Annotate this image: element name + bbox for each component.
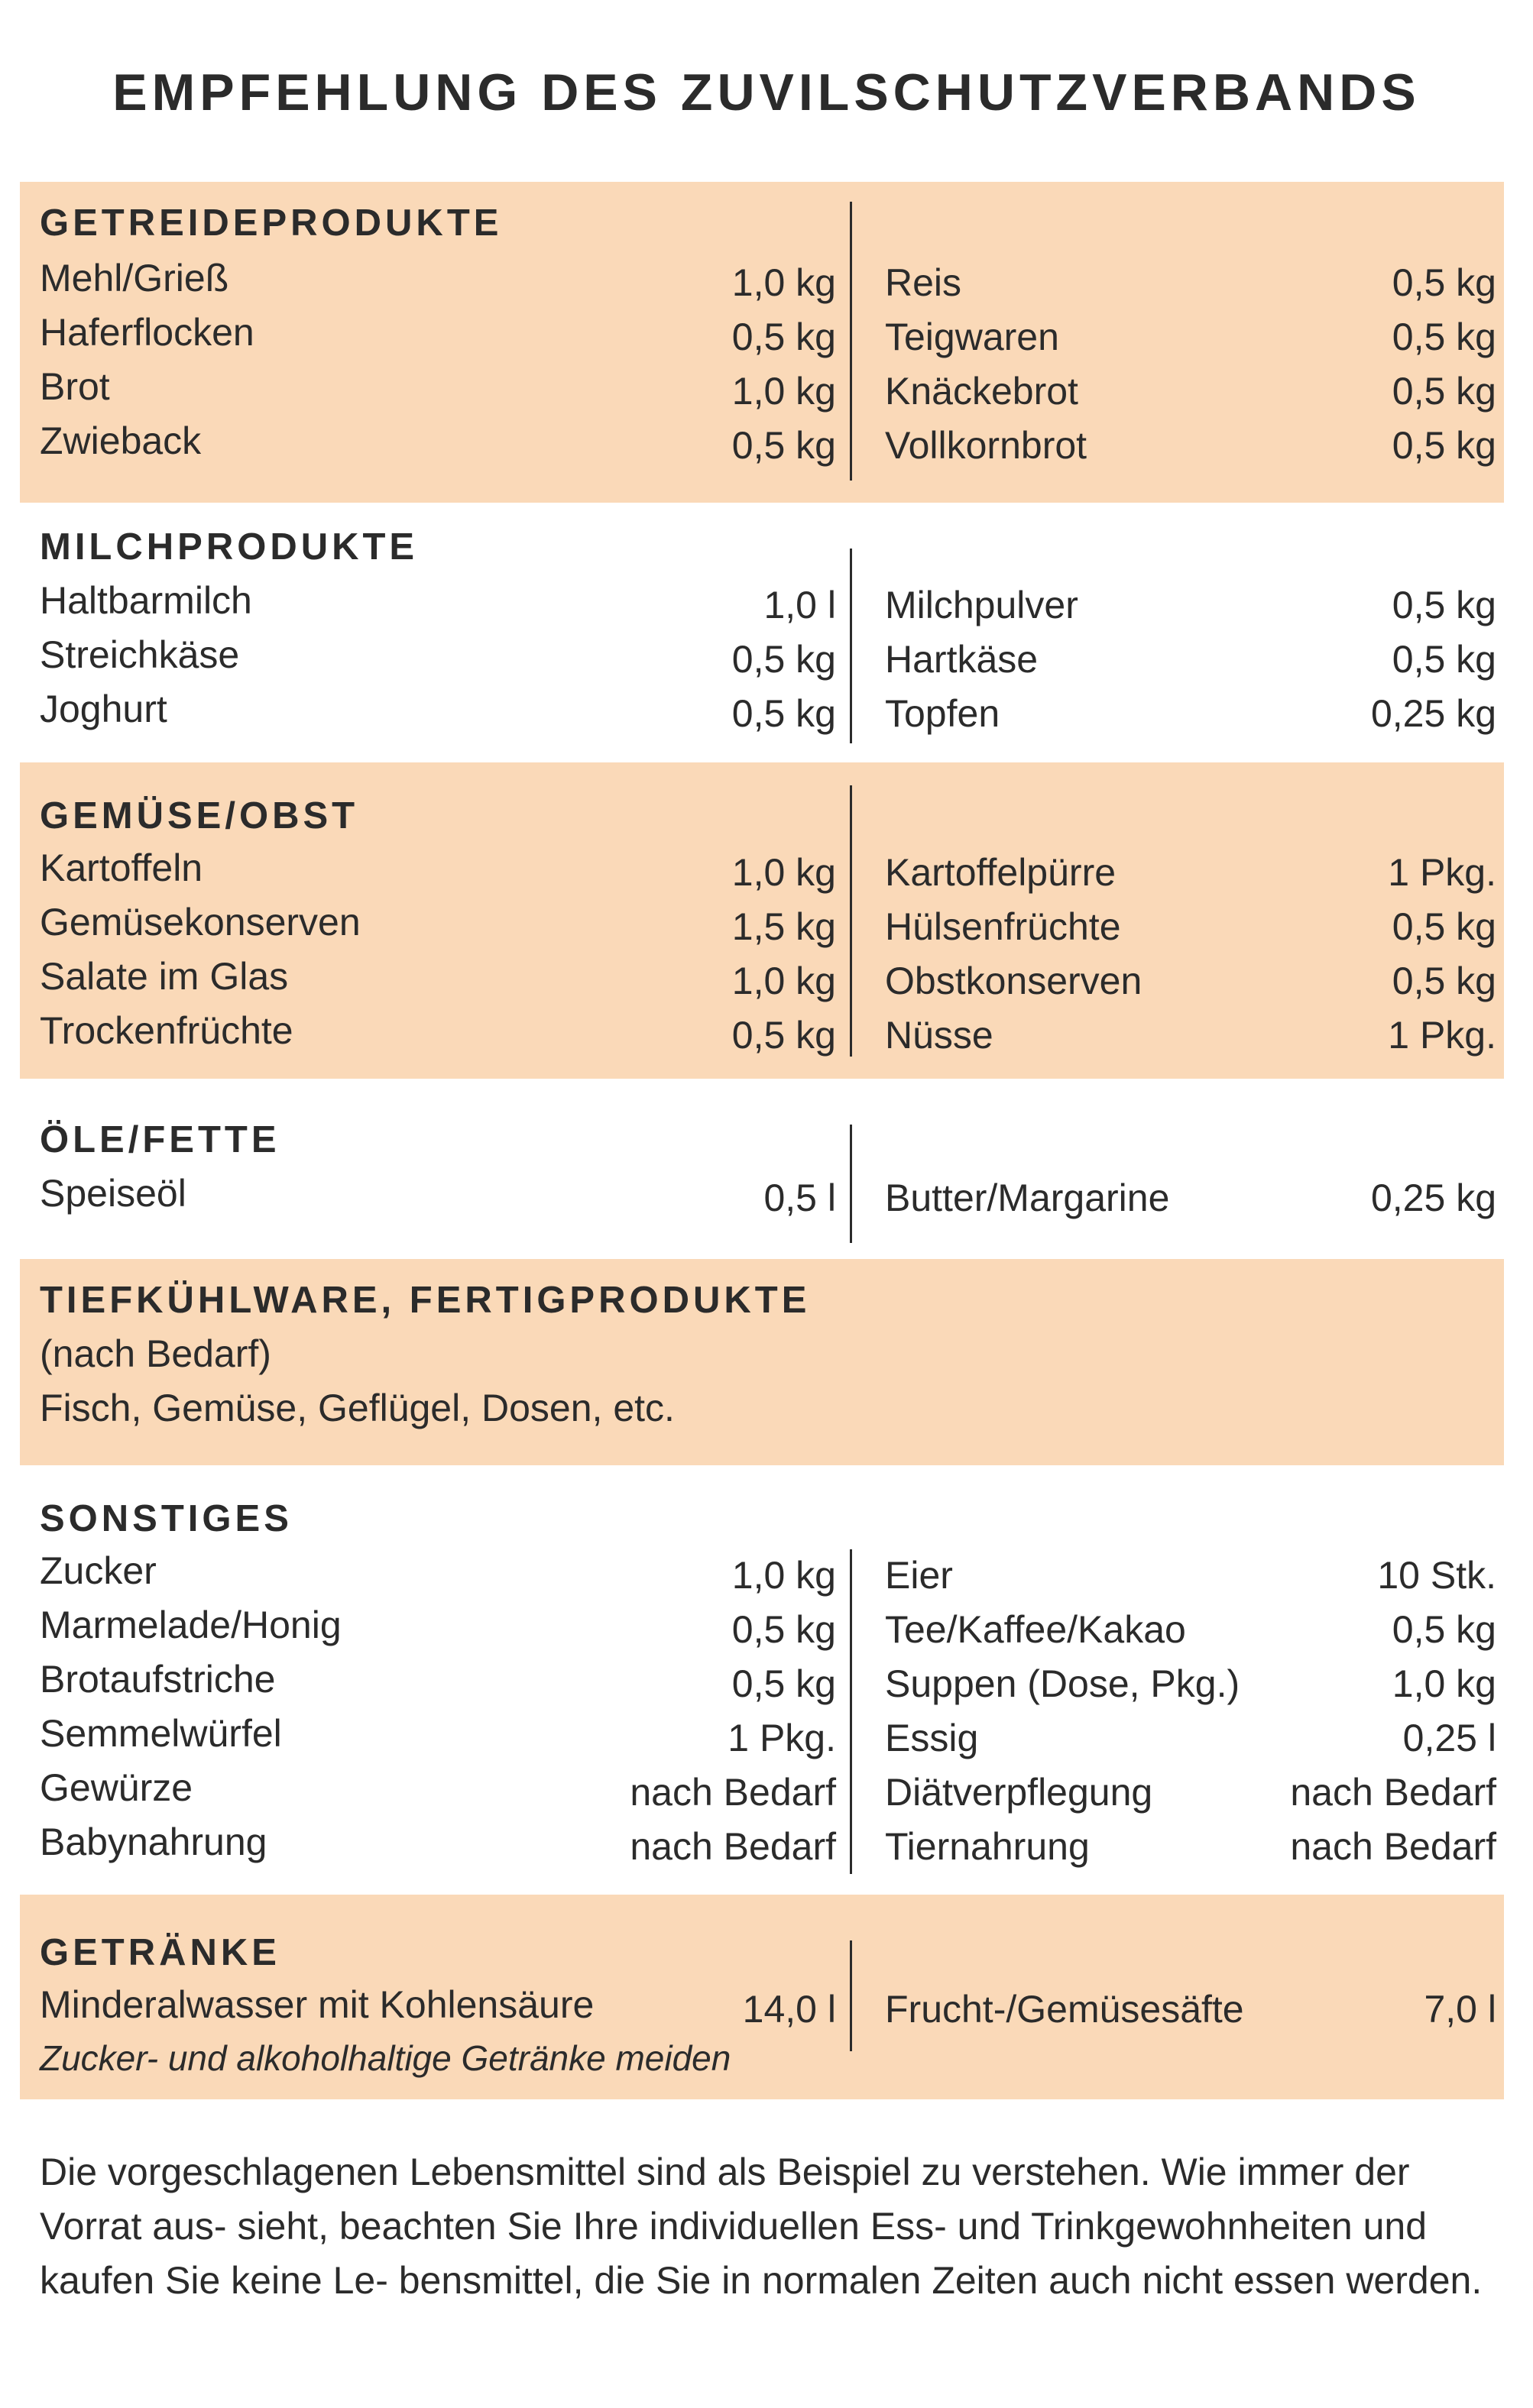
item-name: Brot [40,365,110,408]
column-divider [850,1549,852,1874]
item-name: Hartkäse [885,638,1039,681]
list-item [40,632,836,681]
section-sonstiges [20,1465,1504,1890]
list-item [40,309,836,358]
item-name: Babynahrung [40,1821,267,1863]
item-quantity: 0,25 kg [1370,692,1496,735]
item-quantity: 1,5 kg [731,905,836,948]
list-item [40,1602,836,1651]
section-getraenke [20,1895,1504,2099]
item-name: Streichkäse [40,633,240,676]
item-name: Speiseöl [40,1172,186,1215]
item-quantity: 0,5 kg [1392,1608,1496,1651]
list-item [885,1552,1496,1598]
item-quantity: 1,0 kg [1392,1662,1496,1705]
list-item [885,1175,1496,1221]
list-item [885,1986,1496,2032]
item-quantity: nach Bedarf [1290,1825,1496,1868]
item-quantity: nach Bedarf [1290,1771,1496,1814]
item-name: Zucker [40,1549,157,1592]
item-quantity: 0,5 kg [731,424,836,467]
page-title: EMPFEHLUNG DES ZUVILSCHUTZVERBANDS [112,63,1421,121]
section-title: GETRÄNKE [40,1932,280,1973]
list-item [40,1008,836,1057]
list-item [885,314,1496,360]
item-name: Haltbarmilch [40,579,252,622]
item-quantity: 0,5 kg [1392,584,1496,626]
column-divider [850,202,852,481]
item-name: Trockenfrüchte [40,1009,293,1052]
item-name: Topfen [885,692,1000,735]
section-note: (nach Bedarf) [40,1332,271,1375]
item-name: Minderalwasser mit Kohlensäure [40,1983,595,2026]
list-item [885,1824,1496,1869]
item-quantity: 0,5 kg [1392,370,1496,413]
item-quantity: 0,5 kg [731,1662,836,1705]
item-name: Reis [885,261,962,304]
section-title: GEMÜSE/OBST [40,795,359,837]
item-quantity: 1,0 kg [731,261,836,304]
list-item [40,1548,836,1597]
section-title: GETREIDEPRODUKTE [40,202,503,244]
item-quantity: 0,5 kg [731,1014,836,1057]
item-name: Butter/Margarine [885,1176,1170,1219]
item-name: Eier [885,1554,953,1597]
list-item [885,1607,1496,1652]
list-item [885,260,1496,306]
list-item [885,958,1496,1004]
list-item [885,1661,1496,1707]
list-item [40,1765,836,1814]
section-milchprodukte [20,503,1504,762]
section-tiefkuehlware [20,1259,1504,1465]
section-getreideprodukte [20,182,1504,503]
list-item [40,1656,836,1705]
list-item [40,1982,836,2031]
section-title: TIEFKÜHLWARE, FERTIGPRODUKTE [40,1280,811,1321]
item-quantity: 1 Pkg. [1388,1014,1496,1057]
list-item [885,582,1496,628]
item-name: Hülsenfrüchte [885,905,1121,948]
item-name: Haferflocken [40,311,254,354]
list-item [885,1012,1496,1058]
list-item [40,1170,836,1219]
column-divider [850,785,852,1057]
list-item [885,422,1496,468]
item-name: Kartoffeln [40,846,203,889]
item-quantity: nach Bedarf [630,1771,836,1814]
column-divider [850,1125,852,1243]
item-name: Vollkornbrot [885,424,1087,467]
footer-text: Die vorgeschlagenen Lebensmittel sind als Beispiel zu verstehen. Wie immer der Vorrat aus- sieht, beachten Sie Ihre individuellen Ess- und Trinkgewohnheiten und kaufen Sie keine Le- bensmittel, die Sie in normalen Zeiten auch nicht essen werden. [40,2151,1483,2302]
list-item [40,364,836,413]
list-item [40,953,836,1002]
item-name: Gewürze [40,1766,193,1809]
item-name: Tiernahrung [885,1825,1090,1868]
list-item [40,899,836,948]
item-quantity: 1,0 l [763,584,836,626]
item-name: Semmelwürfel [40,1712,282,1755]
item-quantity: 1 Pkg. [728,1717,836,1759]
item-quantity: 10 Stk. [1377,1554,1496,1597]
item-name: Milchpulver [885,584,1078,626]
item-quantity: 0,5 kg [731,638,836,681]
item-name: Obstkonserven [885,960,1142,1002]
item-quantity: 1,0 kg [731,851,836,894]
list-item [40,255,836,304]
item-quantity: 1,0 kg [731,370,836,413]
item-quantity: 1,0 kg [731,960,836,1002]
item-name: Teigwaren [885,316,1059,358]
list-item [40,1711,836,1759]
item-quantity: 0,5 kg [731,1608,836,1651]
item-quantity: 0,5 kg [1392,424,1496,467]
item-name: Frucht-/Gemüsesäfte [885,1988,1244,2031]
item-quantity: 0,5 kg [1392,960,1496,1002]
list-item [885,1715,1496,1761]
item-name: Essig [885,1717,979,1759]
item-quantity: 0,5 kg [1392,316,1496,358]
item-quantity: 0,5 kg [1392,638,1496,681]
section-title: MILCHPRODUKTE [40,526,419,568]
section-oele-fette [20,1079,1504,1254]
item-name: Joghurt [40,688,167,730]
item-name: Zwieback [40,419,202,462]
item-quantity: 7,0 l [1424,1988,1496,2031]
item-name: Knäckebrot [885,370,1078,413]
item-quantity: 0,5 l [763,1176,836,1219]
item-name: Mehl/Grieß [40,257,229,299]
section-title: ÖLE/FETTE [40,1119,280,1160]
item-quantity: 1,0 kg [731,1554,836,1597]
list-item [885,1769,1496,1815]
list-item [885,368,1496,414]
section-text: Fisch, Gemüse, Geflügel, Dosen, etc. [40,1387,675,1429]
list-item [885,636,1496,682]
list-item [40,686,836,735]
list-item [40,418,836,467]
item-quantity: 14,0 l [742,1988,836,2031]
item-name: Gemüsekonserven [40,901,361,943]
item-quantity: 0,25 kg [1370,1176,1496,1219]
item-quantity: 0,25 l [1402,1717,1496,1759]
item-name: Tee/Kaffee/Kakao [885,1608,1186,1651]
item-quantity: 1 Pkg. [1388,851,1496,894]
list-item [885,904,1496,950]
item-name: Suppen (Dose, Pkg.) [885,1662,1240,1705]
list-item [885,691,1496,736]
list-item [40,845,836,894]
list-item [40,1819,836,1868]
column-divider [850,1940,852,2051]
item-quantity: 0,5 kg [731,692,836,735]
item-quantity: 0,5 kg [1392,905,1496,948]
item-name: Marmelade/Honig [40,1604,342,1646]
list-item [40,578,836,626]
item-name: Kartoffelpürre [885,851,1117,894]
column-divider [850,549,852,743]
item-name: Brotaufstriche [40,1658,276,1701]
section-title: SONSTIGES [40,1498,293,1539]
section-note: Zucker- und alkoholhaltige Getränke meiden [40,2038,731,2078]
item-name: Nüsse [885,1014,993,1057]
list-item [885,850,1496,895]
item-name: Salate im Glas [40,955,289,998]
item-quantity: 0,5 kg [1392,261,1496,304]
section-gemuese-obst [20,762,1504,1079]
item-name: Diätverpflegung [885,1771,1153,1814]
item-quantity: 0,5 kg [731,316,836,358]
item-quantity: nach Bedarf [630,1825,836,1868]
